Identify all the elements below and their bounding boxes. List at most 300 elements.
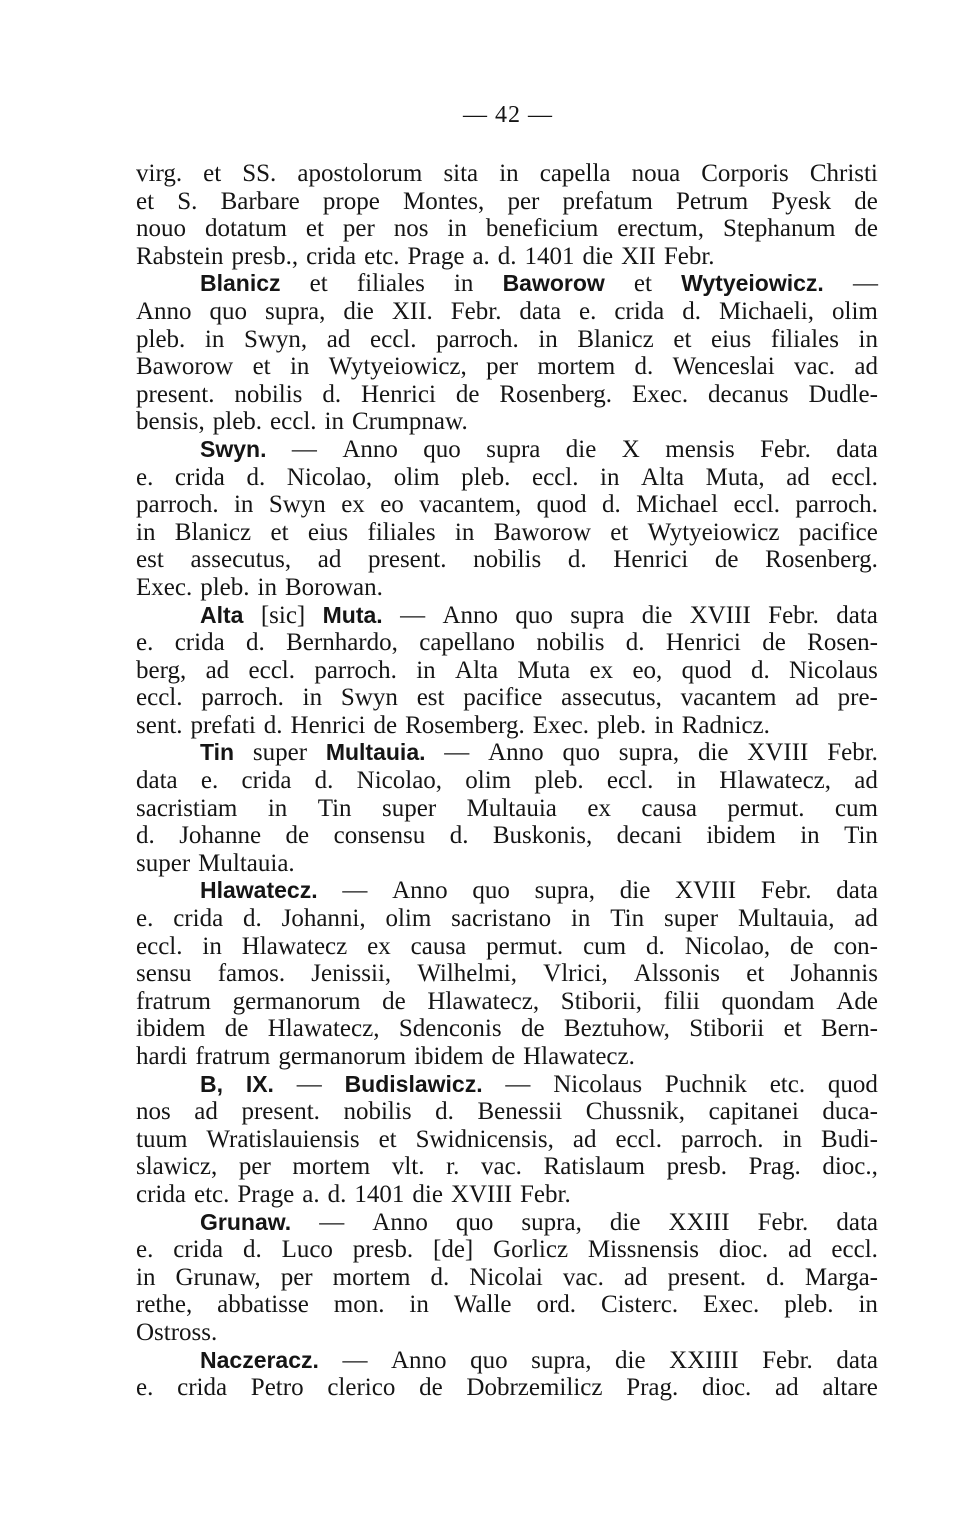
word: ad [194,1098,218,1126]
word: Gorlicz [493,1236,569,1264]
word: per [238,1153,271,1181]
word: Febr. [762,1346,813,1374]
word: in [416,656,436,684]
word: Walle [453,1291,512,1319]
word: famos. [217,960,286,988]
word: Bernhardo, [286,629,398,657]
word: pleb. [212,408,263,436]
word: de [714,546,739,574]
word: de [224,1015,249,1043]
word: Wytyeiowicz [647,518,780,546]
word: Michael [636,491,719,519]
word: in [136,1263,156,1291]
text-line [136,822,878,850]
word: per [507,187,540,215]
word: Tin [610,905,645,933]
word: crida [174,463,225,491]
word: Blanicz [174,518,252,546]
word: de [789,932,814,960]
word: Febr. [760,877,812,905]
word: pleb. [596,711,647,739]
word: et [610,518,629,546]
word: hardi [136,1043,188,1070]
word: in [409,1291,429,1319]
word: Rosenberg. [499,380,613,408]
word: XXIIII [669,1346,739,1374]
word: sita [443,160,479,187]
word: Hlawatecz [241,932,348,960]
word: Anno [488,739,544,767]
word: Dobrzemilicz [466,1374,603,1402]
word: Multauia, [737,905,835,933]
word: mortem [537,353,616,381]
word: Wilhelmi, [417,960,517,988]
word: in [600,463,620,491]
word: quo [472,877,510,905]
word: super [382,794,437,822]
word: Nicolao, [356,767,443,795]
word: et [746,960,765,988]
word: ex [589,656,614,684]
word: Anno [136,297,192,325]
word: Christi [809,160,878,187]
word: in [570,905,591,933]
word: presb. [352,1236,414,1264]
word: crida [241,767,292,795]
word: de [491,1043,516,1070]
word: e. [200,767,219,795]
word: XII. [391,297,433,325]
word: Anno [342,435,398,463]
word: Tin [844,822,878,850]
word: per [280,1263,313,1291]
text-line [136,988,878,1016]
text-line [136,795,878,823]
word: vacantem [680,684,777,712]
word: Buskonis, [492,822,593,850]
word: XII [621,242,656,270]
text-line [136,436,878,464]
place-heading-word: IX. [245,1070,274,1097]
text-line [136,712,878,740]
word: capellano [419,629,516,657]
word: crida [614,297,665,325]
text-line [136,546,878,574]
word: quod [536,491,587,519]
word: sacristiam [136,794,238,822]
word: in [302,684,323,712]
word: Febr. [663,242,715,270]
word: filiales [367,518,436,546]
word: eccl. [136,684,183,712]
word: Ratislaum [543,1153,645,1181]
word: Jenissii, [311,960,392,988]
word: supra [570,601,625,629]
word: data [136,767,178,795]
word: etc. [364,242,400,270]
word: eccl. [615,1125,662,1153]
word: die [619,877,651,905]
word: assecutus, [190,546,292,574]
word: Febr. [768,601,819,629]
word: filii [663,987,700,1015]
word: de [382,987,406,1015]
word: supra, [264,297,326,325]
text-line [136,739,878,767]
text-line [136,1181,878,1209]
word: eccl. [831,1236,878,1264]
text-line [136,960,878,988]
text-line [136,215,878,243]
word: causa [641,794,697,822]
word: Puchnik [664,1070,747,1098]
word: noua [631,160,681,187]
word: parroch. [136,491,219,519]
word: sent. [136,711,183,739]
word: e. [579,297,597,325]
word: r. [446,1153,460,1181]
text-line [136,629,878,657]
page-number: — 42 — [463,102,553,128]
word: ex [587,794,611,822]
word: in [136,518,156,546]
word: vlt. [391,1153,425,1181]
word: olim [832,297,878,325]
word: ex [341,491,365,519]
word: Rosemberg. [405,711,525,739]
text-line [136,1043,878,1071]
word: data [836,1208,878,1236]
word: Pyesk [771,187,832,215]
word: et [378,1125,397,1153]
word: decanus [708,380,789,408]
word: quo [515,601,553,629]
word: in [499,160,519,187]
word: et [673,325,692,353]
word: supra, [521,1208,582,1236]
word: in [782,1125,803,1153]
word: altare [822,1374,878,1402]
word: Prage [407,242,465,270]
word: Hlawatecz. [523,1043,635,1070]
word: cum [834,794,878,822]
word: Exec. [631,380,689,408]
text-line [136,933,878,961]
word: ad [205,656,230,684]
word: de [419,1374,443,1402]
word: permut. [727,794,805,822]
word: nobilis [536,629,605,657]
word: — [291,435,317,463]
word: e. [136,629,154,657]
word: pleb. [784,1291,834,1319]
word: clerico [327,1374,396,1402]
word: super [252,739,308,767]
word: dioc. [702,1374,752,1402]
word: super [663,905,719,933]
word: Nicolao, [286,463,373,491]
word: filiales [356,270,425,298]
word: a. [302,1180,320,1208]
word: Wenceslai [672,353,775,381]
word: quo [455,1208,494,1236]
word: die [697,739,729,767]
word: SS. [242,160,277,187]
word: Nicolao, [684,932,771,960]
word: prope [322,187,380,215]
word: ad [854,767,878,795]
text-line [136,1209,878,1237]
word: supra, [618,739,680,767]
word: dioc. [718,1236,769,1264]
word: d. [430,1263,450,1291]
word: prefatum [562,187,653,215]
word: nos [136,1098,171,1126]
word: Nicolaus [789,656,878,684]
word: Anno [392,877,448,905]
word: d. [625,629,645,657]
word: quo [562,739,600,767]
word: in [324,408,344,436]
word: Bern- [820,1015,878,1043]
word: vac. [480,1153,522,1181]
text-line [136,1126,878,1154]
word: Exec. [703,1291,760,1319]
word: Stiborii [689,1015,765,1043]
word: de [854,215,878,243]
text-line [136,684,878,712]
word: rethe, [136,1291,193,1319]
word: die [343,297,374,325]
word: ord. [536,1291,577,1319]
word: ad [854,353,878,381]
word: Ade [836,987,878,1015]
word: Prage [237,1180,295,1208]
word: Johannis [790,960,878,988]
place-heading-word: Alta [200,601,244,628]
word: Hlawatecz, [267,1015,380,1043]
word: de [762,629,786,657]
text-line [136,270,878,298]
word: data [836,601,878,629]
word: fratrum [195,1043,271,1070]
word: vac. [794,353,835,381]
text-line [136,1264,878,1292]
word: Nicolaus [553,1070,643,1098]
word: dotatum [204,215,287,243]
word: Missnensis [587,1236,700,1264]
word: erectum, [617,215,704,243]
place-heading-word: Naczeracz. [200,1346,319,1373]
word: Wratislauiensis [206,1125,360,1153]
word: Wytyeiowicz, [328,353,467,381]
word: crida [174,629,225,657]
word: Swyn [268,491,326,519]
text-line [136,243,878,271]
word: Alta [455,656,499,684]
word: berg, [136,656,187,684]
word: eccl. [270,408,317,436]
word: d. [646,932,665,960]
word: vacantem, [419,491,522,519]
word: Radnicz. [681,711,770,739]
place-heading-word: B, [200,1070,223,1097]
text-line [136,519,878,547]
text-line [136,1071,878,1099]
word: eccl. [531,463,579,491]
word: Multauia. [198,849,295,877]
word: Exec. [136,573,193,601]
word: quondam [721,987,815,1015]
word: 1401 [524,242,575,270]
word: olim [465,767,512,795]
word: e. [136,463,154,491]
word: in [538,325,558,353]
text-line [136,574,878,602]
word: virg. [136,160,183,187]
word: slawicz, [136,1153,218,1181]
word: de [854,187,878,215]
word: d. [750,656,770,684]
place-heading-word: Budislawicz. [344,1070,483,1097]
word: Swidnicensis, [415,1125,554,1153]
word: Anno [390,1346,447,1374]
word: vac. [562,1263,604,1291]
word: — [400,601,426,629]
word: in [267,794,288,822]
word: Dudle- [808,380,878,408]
word: crida [136,1180,186,1208]
word: germanorum [278,1043,407,1070]
word: Luco [281,1236,333,1264]
word: nobilis [473,546,542,574]
word: presb. [666,1153,727,1181]
word: Febr. [520,1180,571,1208]
word: parroch. [795,491,878,519]
word: quo [209,297,248,325]
word: parroch. [680,1125,764,1153]
word: beneficium [485,215,599,243]
word: de [520,1015,545,1043]
text-line [136,1153,878,1181]
text-line [136,326,878,354]
word: dioc., [822,1153,878,1181]
word: Exec. [532,711,589,739]
word: apostolorum [297,160,423,187]
word: — [444,739,470,767]
word: — [342,877,368,905]
word: et [270,518,289,546]
word: XXIII [668,1208,730,1236]
word: Baworow [493,518,591,546]
word: etc. [769,1070,806,1098]
word: ad [775,1374,799,1402]
word: — [319,1208,345,1236]
word: supra, [534,877,596,905]
text-line [136,160,878,188]
word: et [203,160,222,187]
text-line [136,353,878,381]
word: ad [786,463,810,491]
word: ibidem [136,1015,206,1043]
word: quo [423,435,461,463]
word: data [519,297,562,325]
word: S. [177,187,198,215]
word: d. [497,242,517,270]
word: capella [539,160,611,187]
word: Rabstein [136,242,224,270]
word: Tin [317,794,352,822]
place-heading-word: Blanicz [200,270,281,297]
word: in [858,1291,878,1319]
word: Anno [372,1208,428,1236]
word: die [582,242,614,270]
word: germanorum [232,987,361,1015]
word: Henrici [665,629,741,657]
word: tuum [136,1125,188,1153]
word: pre- [837,684,878,712]
word: Febr. [757,1208,809,1236]
word: crida [177,1374,228,1402]
word: quod [827,1070,878,1098]
word: per [486,353,519,381]
text-line [136,905,878,933]
word: et [136,187,155,215]
word: Petro [250,1374,304,1402]
word: pleb. [136,325,186,353]
word: Multauia [466,794,557,822]
word: in [800,822,820,850]
text-line [136,381,878,409]
word: d. [242,1236,262,1264]
word: XVIII [450,1180,513,1208]
word: olim [385,905,432,933]
word: mortem [292,1153,371,1181]
word: Henrici [613,546,689,574]
word: ad [326,325,351,353]
word: eccl. [831,463,878,491]
word: in [257,573,277,601]
word: d. [327,1180,347,1208]
word: ad [795,684,819,712]
word: Alta [641,463,685,491]
word: filiales [770,325,839,353]
word: nouo [136,215,186,243]
word: crida [173,905,224,933]
word: nos [393,215,429,243]
word: pleb. [461,463,511,491]
word: parroch. [436,325,519,353]
word: d. [449,822,469,850]
word: e. [136,1374,154,1402]
word: Budi- [821,1125,878,1153]
word: — [296,1070,322,1098]
word: data [836,877,878,905]
word: Rosenberg. [765,546,878,574]
word: Muta, [705,463,765,491]
word: Blanicz [577,325,654,353]
word: Cisterc. [601,1291,679,1319]
word: in [676,767,697,795]
word: et [305,215,324,243]
word: parroch. [314,656,397,684]
word: Febr. [760,435,811,463]
word: per [342,215,375,243]
word: fratrum [136,987,211,1015]
word: eccl. [606,767,654,795]
word: pacifice [798,518,878,546]
word: Muta [517,656,571,684]
